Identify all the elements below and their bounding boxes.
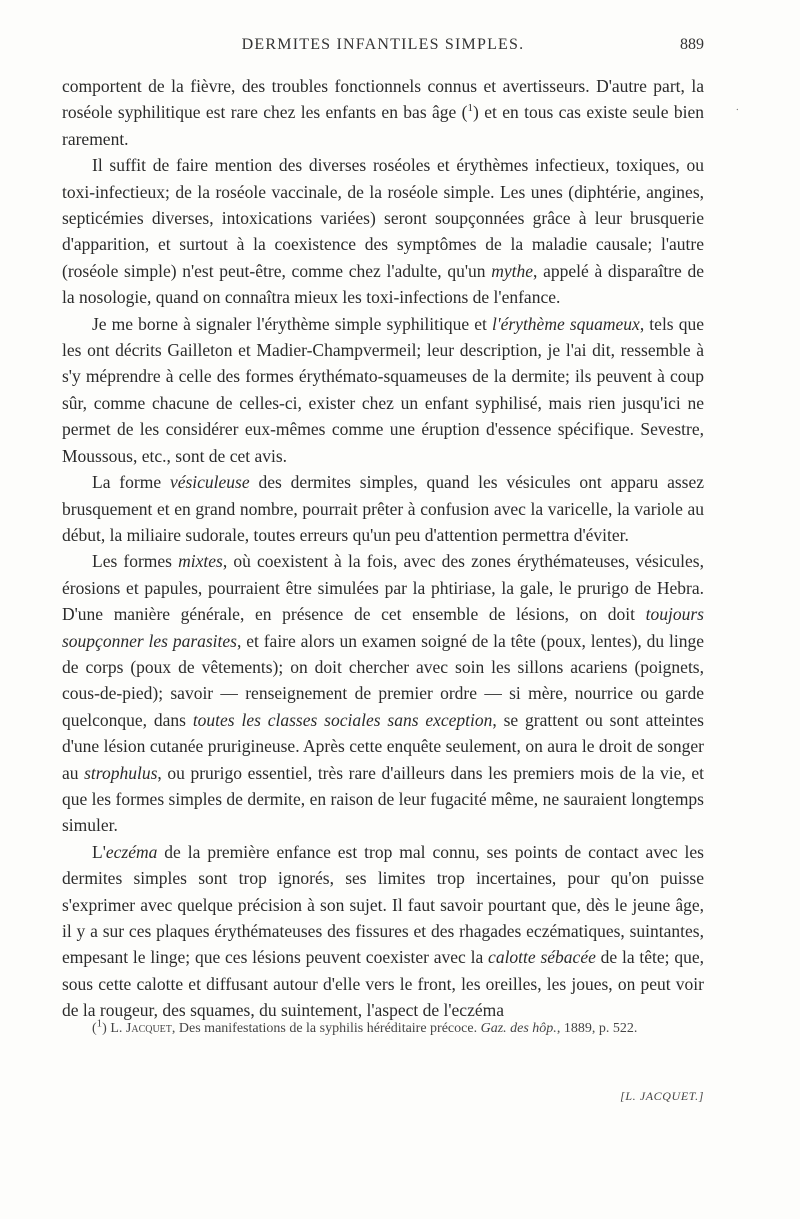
paragraph [62,469,704,548]
text-run: de la tête; que, sous cette calotte et diffusant autour d'elle vers le front, les oreilles, les joues, on peut voir de la rougeur, des squames, du suintement, l'aspect de l'eczéma [62,947,704,1021]
paragraph [62,839,704,1024]
text-run: , où coexistent à la fois, avec des zones érythémateuses, vésicules, érosions et papules, pourraient être simulées par la phtiriase, la gale, le prurigo de Hebra. D'une manière générale, en présence de cet ensemble de lésions, on doit [62,551,704,625]
footnote-text: , Des manifestations de la syphilis héréditaire précoce. [171,1021,481,1036]
text-run: ) et en tous cas existe seule bien rarement. [62,102,704,149]
text-run: comportent de la fièvre, des troubles fonctionnels connus et avertisseurs. D'autre part, la roséole syphilitique est rare chez les enfants en bas âge ( [62,76,704,123]
text-run: de la première enfance est trop mal connu, ses points de contact avec les dermites simples sont trop ignorés, ses limites trop incertaines, pour qu'on puisse s'exprimer avec quelque précision à son sujet. Il faut savoir pourtant que, dès le jeune âge, il y a sur ces plaques érythémateuses des fissures et des rhagades eczématiques, suintantes, empesant le linge; que ces lésions peuvent coexister avec la [62,841,704,968]
footnote-tail: , 1889, p. 522. [556,1021,638,1036]
margin-mark: ⸱ [736,105,739,116]
footnote-author: L. Jacquet [110,1021,172,1036]
emphasis-text: l'érythème squameux [492,313,640,334]
text-run: , appelé à disparaître de la nosologie, quand on connaîtra mieux les toxi-infections de l'enfance. [62,260,704,308]
text-run: Les formes [92,551,179,572]
text-run: , ou prurigo essentiel, très rare d'ailleurs dans les premiers mois de la vie, et que les formes simples de dermite, en raison de leur fugacité même, ne sauraient longtemps simuler. [62,762,704,836]
paragraph [62,73,704,152]
page-number: 889 [680,36,704,53]
body-text [62,73,704,1024]
paragraph [62,152,704,310]
text-run: Il suffit de faire mention des diverses roséoles et érythèmes infectieux, toxiques, ou toxi-infectieux; de la roséole vaccinale, de la roséole simple. Les unes (diphtérie, angines, septicémies diverses, intoxications variées) seront soupçonnées grâce à leur brusquerie d'apparition, et surtout à la coexistence des symptômes de la maladie causale; l'autre (roséole simple) n'est peut-être, comme chez l'adulte, qu'un [62,155,704,281]
paragraph [62,548,704,838]
running-head [62,36,704,58]
emphasis-text: mythe [491,260,534,281]
text-run: La forme [92,472,170,493]
text-run: Je me borne à signaler l'érythème simple syphilitique et [92,313,492,334]
emphasis-text: calotte sébacée [488,947,596,968]
footnote-journal: Gaz. des hôp. [480,1021,557,1036]
text-run: des dermites simples, quand les vésicules ont apparu assez brusquement et en grand nombre, pourrait prêter à confusion avec la varicelle, la variole au début, la miliaire sudorale, toutes erreurs qu'un peu d'attention permettra d'éviter. [62,472,704,545]
author-signature: [L. JACQUET.] [620,1089,704,1103]
emphasis-text: mixtes [178,551,223,572]
emphasis-text: toutes les classes sociales sans exception [192,709,493,730]
text-run: , et faire alors un examen soigné de la tête (poux, lentes), du linge de corps (poux de vêtements); on doit chercher avec soin les sillons acariens (poignets, cous-de-pied); savoir — renseignement de premier ordre — si mère, nourrice ou garde quelconque, dans [62,630,704,730]
emphasis-text: strophulus [84,762,158,783]
text-run: , tels que les ont décrits Gailleton et Madier-Champvermeil; leur description, je l'ai dit, ressemble à s'y méprendre à celle des formes érythémato-squameuses de la dermite; ils peuvent à coup sûr, comme chacune de celles-ci, exister chez un enfant syphilisé, mais rien jusqu'ici ne permet de les considérer eux-mêmes comme une éruption d'essence spécifique. Sevestre, Moussous, etc., sont de cet avis. [62,313,704,466]
emphasis-text: eczéma [105,841,158,862]
emphasis-text: vésiculeuse [169,472,250,493]
text-run: L' [92,841,106,862]
footnote: ($^1$) L. Jacquet, Des manifestations de la syphilis héréditaire précoce. Gaz. des hôp., 1889, p. 522. [92,1017,638,1036]
paragraph [62,311,704,469]
footnote-ref: 1 [467,102,473,115]
running-title: DERMITES INFANTILES SIMPLES. [241,36,525,53]
emphasis-text: toujours soupçonner les parasites [62,604,704,651]
footnote-marker: 1 [96,1017,103,1030]
text-run: , se grattent ou sont atteintes d'une lésion cutanée prurigineuse. Après cette enquête seulement, on aura le droit de songer au [62,709,704,783]
